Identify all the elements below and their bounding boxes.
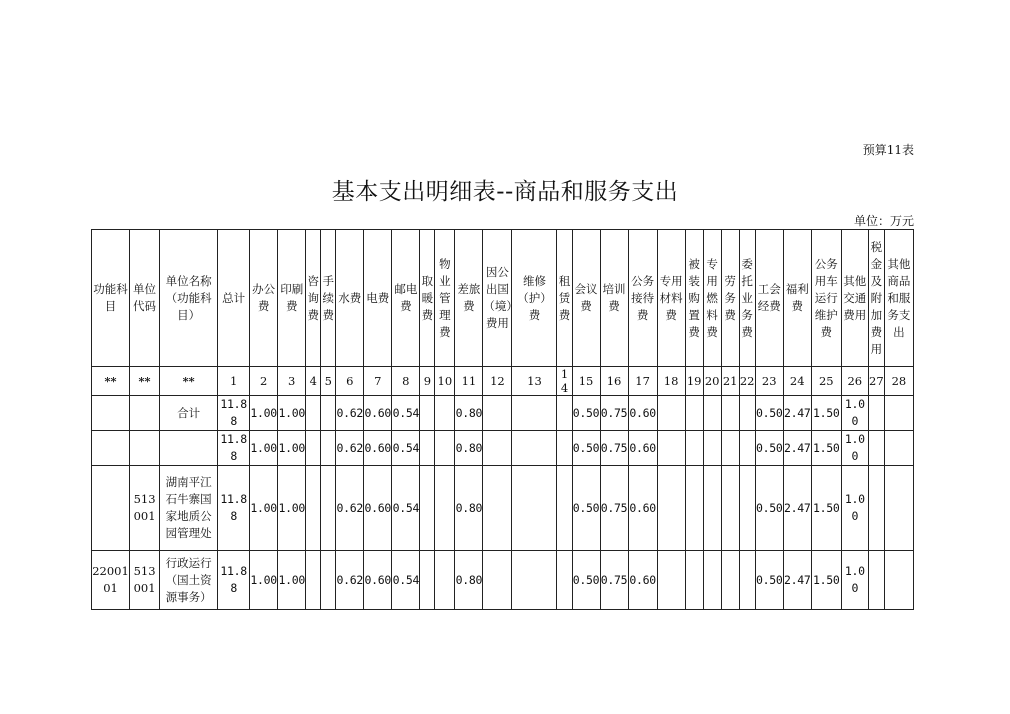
table-row-cell: 0.50: [572, 466, 600, 551]
table-row-cell: [321, 551, 336, 610]
index-row-cell: 26: [841, 367, 868, 396]
table-row-cell: 行政运行（国土资源事务）: [160, 551, 218, 610]
table-row-cell: 11.88: [218, 431, 250, 466]
table-row-cell: 0.62: [336, 551, 364, 610]
index-row-cell: **: [160, 367, 218, 396]
table-row-cell: [657, 551, 685, 610]
table-row-cell: [321, 431, 336, 466]
table-row-cell: 1.00: [278, 431, 306, 466]
header-row-cell: 因公出国（境）费用: [483, 230, 512, 367]
table-row-cell: 2.47: [783, 431, 811, 466]
table-row-cell: 0.50: [572, 431, 600, 466]
table-row-cell: 0.60: [364, 551, 392, 610]
table-row-cell: 1.00: [278, 396, 306, 431]
header-row-cell: 其他交通费用: [841, 230, 868, 367]
table-row-cell: [721, 431, 739, 466]
header-row-cell: 劳务费: [721, 230, 739, 367]
header-row-cell: 总计: [218, 230, 250, 367]
table-row-cell: 0.60: [628, 431, 657, 466]
header-row-cell: 手续费: [321, 230, 336, 367]
table-row-cell: 1.00: [278, 466, 306, 551]
table-row-cell: 1.00: [250, 551, 278, 610]
table-row-cell: 0.60: [364, 466, 392, 551]
index-row-cell: 15: [572, 367, 600, 396]
table-row-cell: [721, 551, 739, 610]
table-row-cell: [557, 431, 572, 466]
table-row-cell: [721, 396, 739, 431]
header-row-cell: 差旅费: [455, 230, 483, 367]
unit-label: 单位：万元: [853, 214, 914, 228]
table-row-cell: [703, 396, 721, 431]
header-row-cell: 功能科目: [92, 230, 130, 367]
table-row-cell: [557, 466, 572, 551]
header-row-cell: 邮电费: [392, 230, 420, 367]
header-row-cell: 咨询费: [306, 230, 321, 367]
table-row-cell: [512, 396, 557, 431]
expense-table: [91, 229, 914, 610]
header-row-cell: 公务用车运行维护费: [811, 230, 841, 367]
table-row-cell: 湖南平江石牛寨国家地质公园管理处: [160, 466, 218, 551]
table-row-cell: [160, 431, 218, 466]
index-row-cell: 12: [483, 367, 512, 396]
header-row-cell: 专用材料费: [657, 230, 685, 367]
table-row-cell: 0.80: [455, 431, 483, 466]
table-row-cell: [420, 551, 435, 610]
table-row-cell: 合计: [160, 396, 218, 431]
table-row-cell: 0.50: [755, 551, 783, 610]
index-row-cell: 19: [685, 367, 703, 396]
header-row-cell: 工会经费: [755, 230, 783, 367]
header-row-cell: 被装购置费: [685, 230, 703, 367]
header-row-cell: 物业管理费: [435, 230, 455, 367]
table-row-cell: [130, 396, 160, 431]
table-row-cell: 0.62: [336, 466, 364, 551]
table-row-cell: 513001: [130, 551, 160, 610]
index-row-cell: 18: [657, 367, 685, 396]
table-row-cell: [92, 396, 130, 431]
index-row-cell: 25: [811, 367, 841, 396]
table-row-cell: 11.88: [218, 551, 250, 610]
table-row-cell: [884, 551, 913, 610]
table-row-cell: [435, 396, 455, 431]
table-row-cell: [739, 431, 755, 466]
header-row-cell: 专用燃料费: [703, 230, 721, 367]
index-row-cell: 7: [364, 367, 392, 396]
table-row: [92, 396, 914, 431]
table-row-cell: [884, 396, 913, 431]
table-row-cell: [512, 551, 557, 610]
table-row-cell: [868, 466, 884, 551]
table-row-cell: [420, 466, 435, 551]
index-row-cell: **: [92, 367, 130, 396]
table-row-cell: [703, 551, 721, 610]
table-row-cell: [685, 466, 703, 551]
index-row-cell: 24: [783, 367, 811, 396]
table-row-cell: [306, 466, 321, 551]
index-row: [92, 367, 914, 396]
header-row-cell: 福利费: [783, 230, 811, 367]
table-row-cell: 0.60: [364, 431, 392, 466]
table-row-cell: 2200101: [92, 551, 130, 610]
index-row-cell: 22: [739, 367, 755, 396]
table-row-cell: [557, 396, 572, 431]
header-row-cell: 租赁费: [557, 230, 572, 367]
table-row-cell: 0.60: [628, 551, 657, 610]
table-row-cell: [483, 431, 512, 466]
table-row-cell: [703, 431, 721, 466]
table-row-cell: [483, 466, 512, 551]
index-row-cell: 23: [755, 367, 783, 396]
table-row-cell: [557, 551, 572, 610]
table-row-cell: 1.00: [841, 466, 868, 551]
table-row-cell: [306, 431, 321, 466]
page-title: 基本支出明细表--商品和服务支出: [331, 179, 679, 205]
header-row-cell: 培训费: [600, 230, 628, 367]
index-row-cell: 27: [868, 367, 884, 396]
index-row-cell: 11: [455, 367, 483, 396]
table-row-cell: 0.50: [755, 396, 783, 431]
table-row-cell: 1.00: [841, 431, 868, 466]
header-row-cell: 会议费: [572, 230, 600, 367]
header-row-cell: 单位代码: [130, 230, 160, 367]
index-row-cell: 10: [435, 367, 455, 396]
table-row-cell: 1.50: [811, 466, 841, 551]
header-row-cell: 公务接待费: [628, 230, 657, 367]
index-row-cell: 17: [628, 367, 657, 396]
header-row-cell: 维修（护）费: [512, 230, 557, 367]
table-row-cell: [483, 396, 512, 431]
table-row: [92, 466, 914, 551]
index-row-cell: 5: [321, 367, 336, 396]
index-row-cell: 16: [600, 367, 628, 396]
table-row-cell: 0.80: [455, 396, 483, 431]
page-label: 预算11表: [862, 143, 914, 157]
table-row: [92, 551, 914, 610]
table-row-cell: 2.47: [783, 551, 811, 610]
table-row-cell: [321, 396, 336, 431]
table-row-cell: [435, 431, 455, 466]
index-row-cell: 28: [884, 367, 913, 396]
index-row-cell: 13: [512, 367, 557, 396]
table-row-cell: 0.75: [600, 431, 628, 466]
index-row-cell: 4: [306, 367, 321, 396]
table-row-cell: [739, 466, 755, 551]
table-row-cell: [512, 466, 557, 551]
table-row-cell: [306, 551, 321, 610]
table-row-cell: 0.60: [628, 466, 657, 551]
table-row-cell: 0.54: [392, 551, 420, 610]
header-row: [92, 230, 914, 367]
table-row-cell: [435, 466, 455, 551]
table-row-cell: [657, 396, 685, 431]
table-row-cell: 2.47: [783, 396, 811, 431]
table-row-cell: 0.54: [392, 396, 420, 431]
table-row-cell: [92, 466, 130, 551]
table-row-cell: [685, 551, 703, 610]
table-row-cell: [721, 466, 739, 551]
index-row-cell: 3: [278, 367, 306, 396]
index-row-cell: 1: [218, 367, 250, 396]
table-row-cell: [657, 431, 685, 466]
table-row-cell: 513001: [130, 466, 160, 551]
table-row-cell: 0.60: [364, 396, 392, 431]
header-row-cell: 水费: [336, 230, 364, 367]
table-row-cell: [868, 431, 884, 466]
table-row-cell: 0.80: [455, 466, 483, 551]
table-row-cell: [512, 431, 557, 466]
table-row-cell: 0.60: [628, 396, 657, 431]
table-row-cell: 0.75: [600, 396, 628, 431]
table-row-cell: [685, 396, 703, 431]
table-row-cell: [420, 431, 435, 466]
table-row-cell: [703, 466, 721, 551]
table-row-cell: [420, 396, 435, 431]
table-row-cell: [321, 466, 336, 551]
table-row-cell: 11.88: [218, 466, 250, 551]
table-row-cell: 1.50: [811, 396, 841, 431]
table-row-cell: 1.00: [841, 551, 868, 610]
table-row-cell: [483, 551, 512, 610]
header-row-cell: 其他商品和服务支出: [884, 230, 913, 367]
table-row-cell: [884, 466, 913, 551]
table-row-cell: [130, 431, 160, 466]
header-row-cell: 取暖费: [420, 230, 435, 367]
table-row-cell: 2.47: [783, 466, 811, 551]
table-row: [92, 431, 914, 466]
table-row-cell: 1.00: [278, 551, 306, 610]
table-row-cell: 0.50: [572, 551, 600, 610]
header-row-cell: 电费: [364, 230, 392, 367]
table-row-cell: [435, 551, 455, 610]
table-row-cell: [685, 431, 703, 466]
table-row-cell: [92, 431, 130, 466]
index-row-cell: 8: [392, 367, 420, 396]
table-row-cell: [657, 466, 685, 551]
index-row-cell: 2: [250, 367, 278, 396]
table-row-cell: [739, 551, 755, 610]
header-row-cell: 办公费: [250, 230, 278, 367]
table-row-cell: [739, 396, 755, 431]
index-row-cell: 9: [420, 367, 435, 396]
header-row-cell: 税金及附加费用: [868, 230, 884, 367]
header-row-cell: 单位名称（功能科目）: [160, 230, 218, 367]
table-row-cell: [884, 431, 913, 466]
table-row-cell: 1.50: [811, 551, 841, 610]
index-row-cell: 14: [557, 367, 572, 396]
table-row-cell: 1.00: [250, 431, 278, 466]
table-row-cell: 0.62: [336, 431, 364, 466]
table-row-cell: 0.50: [755, 466, 783, 551]
header-row-cell: 委托业务费: [739, 230, 755, 367]
table-row-cell: 0.54: [392, 466, 420, 551]
table-row-cell: [868, 551, 884, 610]
index-row-cell: 20: [703, 367, 721, 396]
table-row-cell: 0.54: [392, 431, 420, 466]
table-row-cell: 0.50: [572, 396, 600, 431]
index-row-cell: 21: [721, 367, 739, 396]
table-row-cell: 0.75: [600, 466, 628, 551]
table-row-cell: 0.62: [336, 396, 364, 431]
table-row-cell: 1.00: [250, 396, 278, 431]
table-row-cell: 1.50: [811, 431, 841, 466]
header-row-cell: 印刷费: [278, 230, 306, 367]
table-row-cell: 1.00: [841, 396, 868, 431]
table-row-cell: 11.88: [218, 396, 250, 431]
table-row-cell: 1.00: [250, 466, 278, 551]
index-row-cell: **: [130, 367, 160, 396]
table-row-cell: [306, 396, 321, 431]
table-row-cell: [868, 396, 884, 431]
index-row-cell: 6: [336, 367, 364, 396]
table-row-cell: 0.50: [755, 431, 783, 466]
table-row-cell: 0.75: [600, 551, 628, 610]
table-row-cell: 0.80: [455, 551, 483, 610]
